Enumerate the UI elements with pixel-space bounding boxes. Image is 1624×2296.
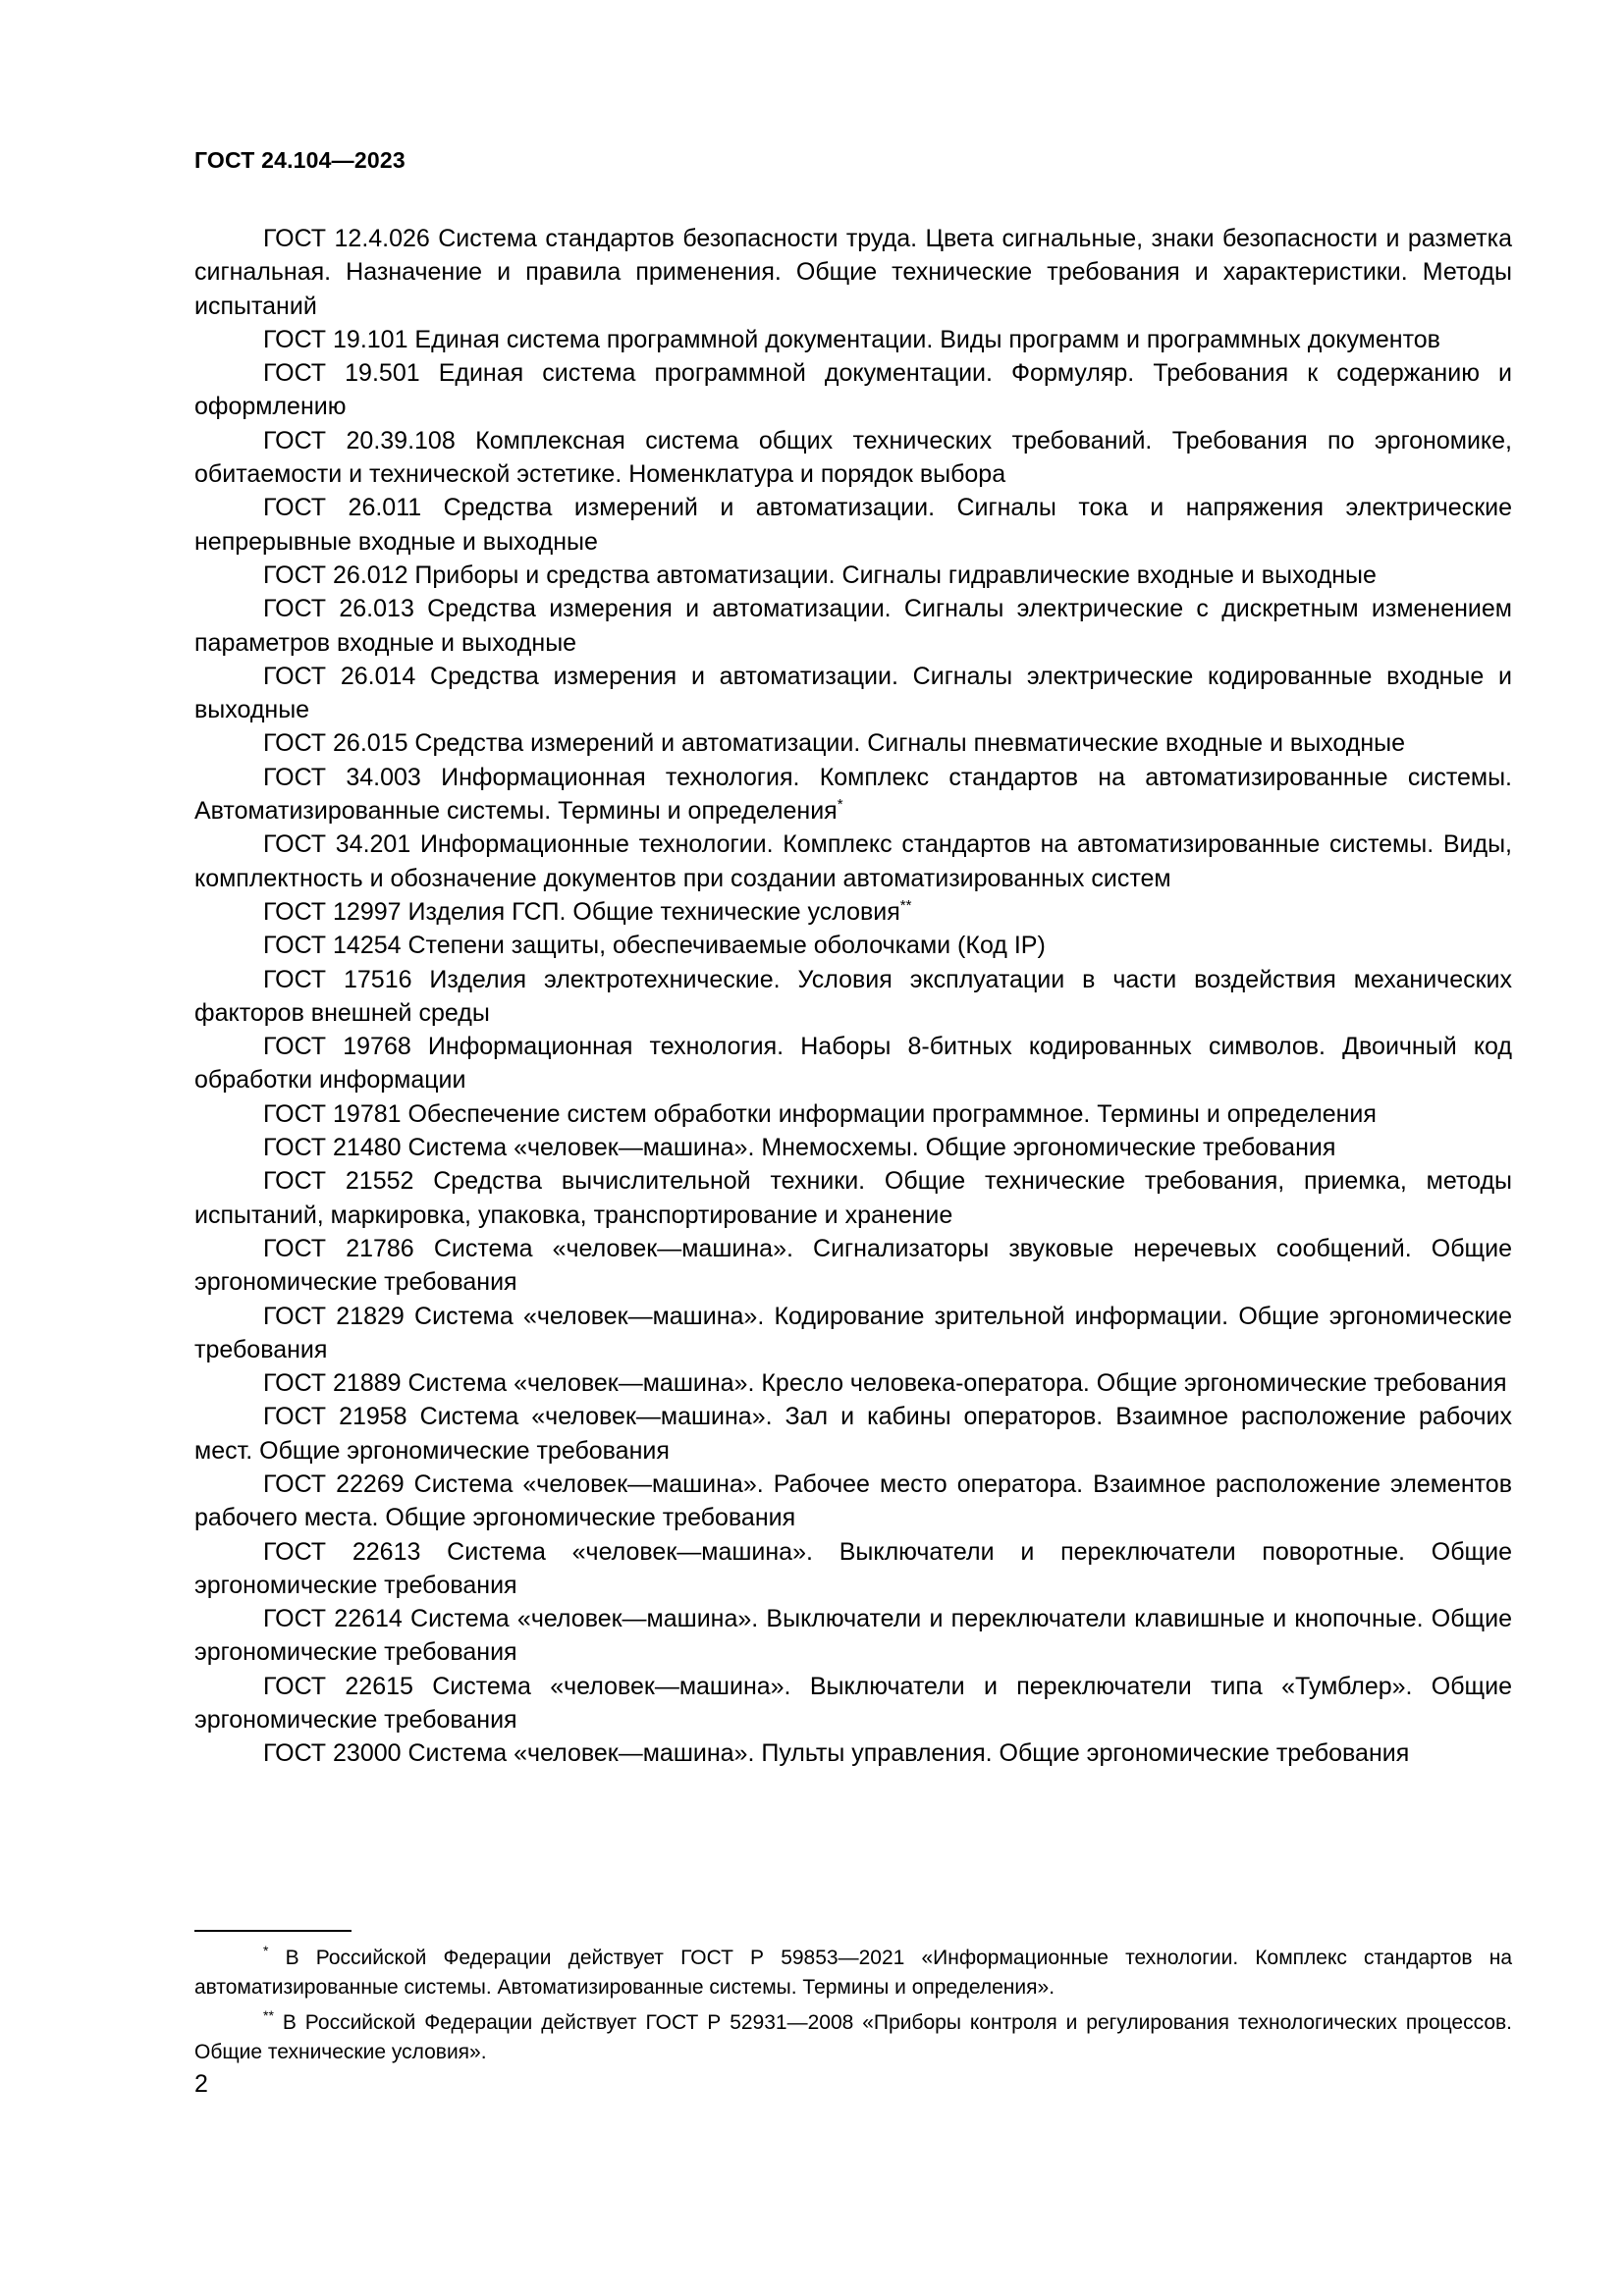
- reference-item: ГОСТ 21786 Система «человек—машина». Сигнализаторы звуковые неречевых сообщений. Общие эргономические требования: [194, 1234, 1512, 1297]
- reference-item: ГОСТ 22269 Система «человек—машина». Рабочее место оператора. Взаимное расположение элементов рабочего места. Общие эргономические требования: [194, 1469, 1512, 1532]
- reference-item: ГОСТ 19.501 Единая система программной документации. Формуляр. Требования к содержанию и оформлению: [194, 359, 1512, 421]
- footnote-separator: [194, 1930, 352, 1932]
- footnote-marker: **: [899, 896, 912, 914]
- reference-item: ГОСТ 12.4.026 Система стандартов безопасности труда. Цвета сигнальные, знаки безопасности и разметка сигнальная. Назначение и правила применения. Общие технические требования и характеристики. Методы испытаний: [194, 225, 1512, 320]
- page-number: 2: [194, 2070, 208, 2098]
- reference-item: ГОСТ 20.39.108 Комплексная система общих технических требований. Требования по эргономике, обитаемости и технической эстетике. Номенклатура и порядок выбора: [194, 426, 1512, 489]
- footnote-item: * В Российской Федерации действует ГОСТ Р 59853—2021 «Информационные технологии. Комплекс стандартов на автоматизированные системы. Автоматизированные системы. Термины и определения».: [194, 1943, 1512, 1999]
- reference-item: ГОСТ 22615 Система «человек—машина». Выключатели и переключатели типа «Тумблер». Общие эргономические требования: [194, 1672, 1512, 1735]
- reference-item: ГОСТ 17516 Изделия электротехнические. Условия эксплуатации в части воздействия механических факторов внешней среды: [194, 965, 1512, 1027]
- footnote-marker: *: [837, 796, 843, 814]
- footnote-marker: **: [263, 2007, 274, 2023]
- reference-item: ГОСТ 21889 Система «человек—машина». Кресло человека-оператора. Общие эргономические требования: [263, 1369, 1507, 1398]
- footnote-item: ** В Российской Федерации действует ГОСТ Р 52931—2008 «Приборы контроля и регулирования технологических процессов. Общие технические условия».: [194, 2007, 1513, 2063]
- reference-item: ГОСТ 23000 Система «человек—машина». Пульты управления. Общие эргономические требования: [263, 1739, 1410, 1768]
- reference-item: ГОСТ 26.014 Средства измерения и автоматизации. Сигналы электрические кодированные входные и выходные: [194, 662, 1512, 724]
- reference-item: ГОСТ 21958 Система «человек—машина». Зал и кабины операторов. Взаимное расположение рабочих мест. Общие эргономические требования: [194, 1403, 1512, 1465]
- normative-references-list: [194, 222, 1512, 1771]
- reference-item: ГОСТ 14254 Степени защиты, обеспечиваемые оболочками (Код IP): [263, 932, 1046, 960]
- reference-item: ГОСТ 26.011 Средства измерений и автоматизации. Сигналы тока и напряжения электрические непрерывные входные и выходные: [194, 494, 1512, 556]
- reference-item: ГОСТ 26.012 Приборы и средства автоматизации. Сигналы гидравлические входные и выходные: [263, 561, 1377, 589]
- reference-item: ГОСТ 22614 Система «человек—машина». Выключатели и переключатели клавишные и кнопочные. Общие эргономические требования: [194, 1605, 1512, 1667]
- reference-item: ГОСТ 19781 Обеспечение систем обработки информации программное. Термины и определения: [263, 1099, 1377, 1128]
- reference-item: ГОСТ 21829 Система «человек—машина». Кодирование зрительной информации. Общие эргономические требования: [194, 1302, 1512, 1363]
- reference-item: ГОСТ 21480 Система «человек—машина». Мнемосхемы. Общие эргономические требования: [263, 1134, 1336, 1162]
- footnote-marker: *: [263, 1943, 269, 1958]
- reference-item: ГОСТ 19768 Информационная технология. Наборы 8-битных кодированных символов. Двоичный код обработки информации: [194, 1033, 1512, 1095]
- reference-item: ГОСТ 21552 Средства вычислительной техники. Общие технические требования, приемка, методы испытаний, маркировка, упаковка, транспортирование и хранение: [194, 1167, 1512, 1229]
- reference-item: ГОСТ 34.003 Информационная технология. Комплекс стандартов на автоматизированные системы. Автоматизированные системы. Термины и определения*: [194, 763, 1512, 826]
- reference-item: ГОСТ 34.201 Информационные технологии. Комплекс стандартов на автоматизированные системы. Виды, комплектность и обозначение документов при создании автоматизированных систем: [194, 830, 1512, 892]
- footnotes: [194, 1944, 1512, 2073]
- reference-item: ГОСТ 22613 Система «человек—машина». Выключатели и переключатели поворотные. Общие эргономические требования: [194, 1537, 1512, 1599]
- reference-item: ГОСТ 26.015 Средства измерений и автоматизации. Сигналы пневматические входные и выходные: [263, 729, 1406, 758]
- reference-item: ГОСТ 12997 Изделия ГСП. Общие технические условия**: [263, 896, 912, 926]
- reference-item: ГОСТ 26.013 Средства измерения и автоматизации. Сигналы электрические с дискретным изменением параметров входные и выходные: [194, 595, 1512, 657]
- reference-item: ГОСТ 19.101 Единая система программной документации. Виды программ и программных документов: [263, 325, 1440, 353]
- document-header-code: ГОСТ 24.104—2023: [194, 147, 406, 173]
